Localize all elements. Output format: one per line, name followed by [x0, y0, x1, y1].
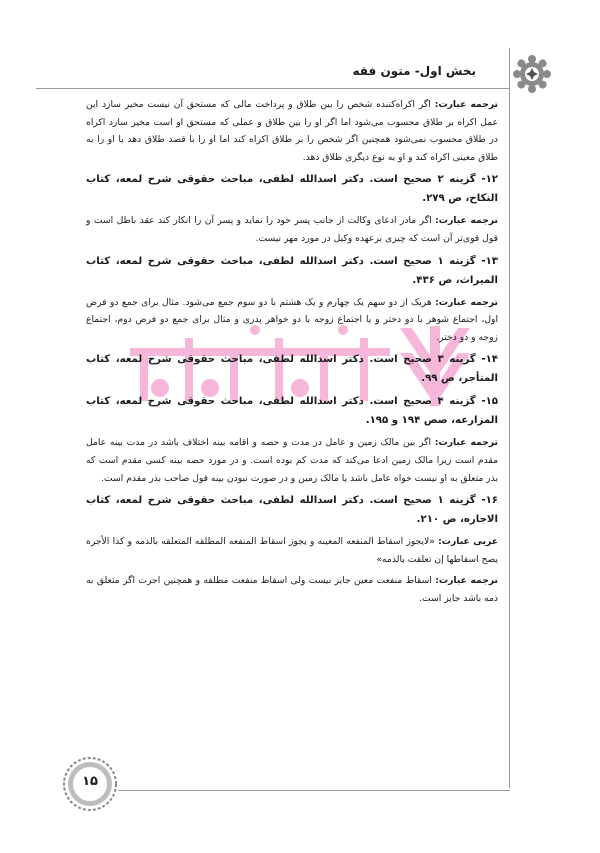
answer-heading: ۱۶- گزینه ۱ صحیح است. دکتر اسدالله لطفی، مباحث حقوقی شرح لمعه، کتاب الاجاره، ص ۲۱۰.	[86, 495, 498, 526]
answer-heading: ۱۴- گزینه ۳ صحیح است. دکتر اسدالله لطفی، مباحث حقوقی شرح لمعه، کتاب المتأجر، ص ۹۹.	[86, 354, 498, 385]
arabic-text-paragraph	[86, 533, 498, 568]
paragraph-text: اگر بین مالک زمین و عامل در مدت و حصه و اقامه بینه اختلاف باشد در مدت بینه عامل مقدم است زیرا مالک زمین ادعا می‌کند که مدت کم بوده است. و در مورد حصه بینه کسی مقدم است که بذر متعلق به او نیست خواه عامل باشد یا مالک زمین و در صورت نبودن بینه قول صاحب بذر مقدم است.	[86, 437, 498, 484]
paragraph-text: اگر مادر ادعای وکالت از جانب پسر خود را نماید و پسر آن را انکار کند عقد باطل است و قول قوی‌تر آن است که چیزی برعهده وکیل در مورد مهر نیست.	[86, 215, 498, 244]
paragraph-label: ترجمه عبارت:	[435, 296, 498, 308]
paragraph-text: اگر اکراه‌کننده شخص را بین طلاق و پرداخت مالی که مستحق آن نیست مخیر سازد این عمل اکراه بر طلاق محسوب می‌شود اما اگر او را بین طلاق و عملی که مستحق او است مخیر سازد اکراه در طلاق محسوب نمی‌شود همچنین اگر شخص را بر طلاق اکراه کند اما او را با قصد طلاق دهد یا او را به طلاق معینی اکراه کند و او به نوع دیگری طلاق دهد.	[86, 99, 498, 163]
translation-paragraph	[86, 434, 498, 487]
paragraph-label: ترجمه عبارت:	[435, 575, 498, 587]
translation-paragraph	[86, 212, 498, 247]
paragraph-text: هریک از دو سهم یک چهارم و یک هشتم با دو سوم جمع می‌شود. مثال برای جمع دو فرض اول، اجتماع شوهر با دو دختر و یا اجتماع زوجه با دو خواهر پدری و مثال برای جمع دو فرض دوم، اجتماع زوجه و دو دختر.	[86, 296, 498, 343]
translation-paragraph	[86, 96, 498, 166]
translation-paragraph	[86, 294, 498, 347]
section-title: بخش اول- متون فقه	[352, 64, 476, 78]
footer-rule	[118, 790, 510, 791]
answer-heading: ۱۲- گزینه ۲ صحیح است. دکتر اسدالله لطفی، مباحث حقوقی شرح لمعه، کتاب النکاح، ص ۲۷۹.	[86, 174, 498, 205]
page-frame-line	[509, 48, 510, 788]
answer-heading: ۱۳- گزینه ۱ صحیح است. دکتر اسدالله لطفی، مباحث حقوقی شرح لمعه، کتاب المیراث، ص ۴۳۶.	[86, 255, 498, 286]
paragraph-text: اسقاط منفعت معین جایز نیست ولی اسقاط منفعت مطلقه و همچنین اجرت اگر متعلق به ذمه باشد جایز است.	[86, 575, 498, 604]
page-body	[86, 96, 498, 612]
paragraph-label: ترجمه عبارت:	[435, 215, 498, 227]
paragraph-label: ترجمه عبارت:	[434, 99, 499, 110]
paragraph-text: «لایجوز اسقاط المنفعه المعینه و یجوز اسقاط المنفعه المطلقه المتعلقه بالذمه و کذا الأجره یصح اسقاطها إن تعلقت بالذمه»	[86, 536, 498, 565]
translation-paragraph	[86, 572, 498, 607]
answer-heading: ۱۵- گزینه ۴ صحیح است. دکتر اسدالله لطفی، مباحث حقوقی شرح لمعه، کتاب المزارعه، صص ۱۹۴ و ۱۹۵.	[86, 396, 498, 427]
header-emblem-icon	[512, 54, 552, 94]
header-rule	[36, 88, 509, 89]
page-number: ۱۵	[82, 774, 98, 789]
paragraph-label: عربی عبارت:	[438, 536, 499, 548]
paragraph-label: ترجمه عبارت:	[434, 437, 498, 449]
